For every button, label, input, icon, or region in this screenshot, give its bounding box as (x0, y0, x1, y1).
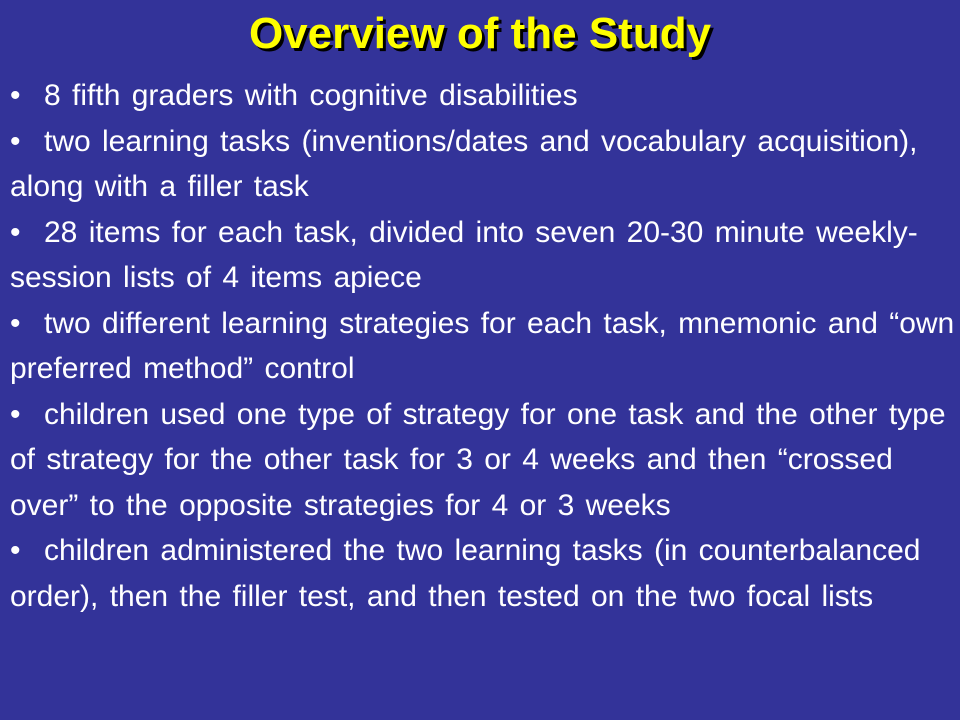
bullet-text: 8 fifth graders with cognitive disabilities (44, 79, 578, 112)
bullet-item-2 (10, 119, 955, 210)
bullet-list (10, 73, 955, 619)
bullet-marker: • (10, 124, 21, 158)
bullet-marker: • (10, 79, 21, 112)
bullet-text: children administered the two learning tasks (in counterbalanced order), then the filler test, and then tested on the two focal lists (10, 534, 921, 613)
bullet-marker: • (10, 534, 21, 567)
bullet-marker: • (10, 215, 21, 249)
bullet-text: two learning tasks (inventions/dates and vocabulary acquisition), along with a filler task (10, 124, 918, 203)
bullet-text: children used one type of strategy for one task and the other type of strategy for the other task for 3 or 4 weeks and then “crossed over” to the opposite strategies for 4 or 3 weeks (10, 397, 946, 522)
bullet-item-1 (10, 73, 955, 119)
bullet-marker: • (10, 397, 21, 431)
bullet-marker: • (10, 306, 21, 340)
bullet-item-4 (10, 301, 955, 392)
bullet-item-6 (10, 528, 955, 619)
bullet-item-3 (10, 210, 955, 301)
slide-title: Overview of the Study (248, 9, 712, 58)
bullet-text: 28 items for each task, divided into seven 20-30 minute weekly-session lists of 4 items apiece (10, 215, 918, 294)
bullet-item-5 (10, 392, 955, 529)
bullet-text: two different learning strategies for each task, mnemonic and “own preferred method” control (10, 306, 955, 385)
